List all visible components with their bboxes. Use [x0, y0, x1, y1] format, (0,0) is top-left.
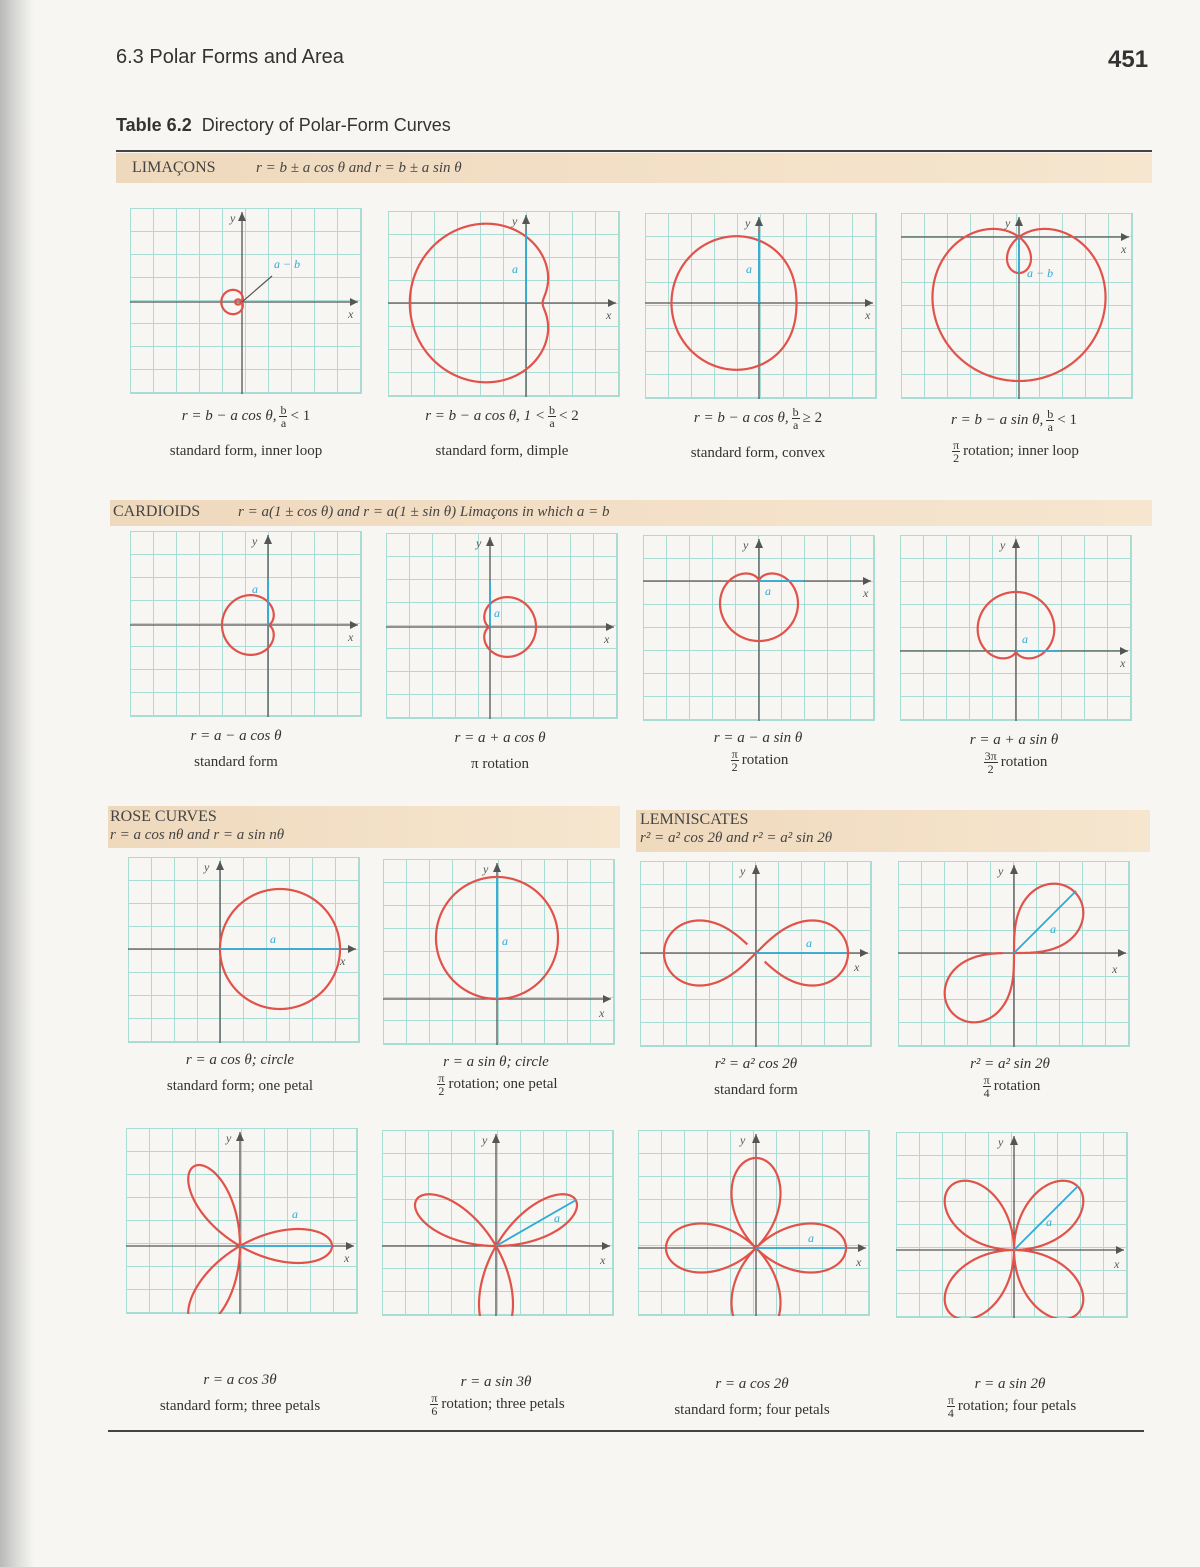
- plot-limacon-dimple: [388, 211, 620, 397]
- x-axis-label: x: [856, 1255, 862, 1269]
- segment-label: a: [1050, 922, 1056, 936]
- caption-cardioid-3: [638, 728, 878, 773]
- caption-equation: r = a − a sin θ: [713, 730, 803, 746]
- caption-equation: r = a − a cos θ: [190, 728, 282, 744]
- x-axis-arrow: [1121, 233, 1129, 241]
- caption-cardioid-2: [380, 728, 620, 774]
- fraction-numerator: π: [947, 1393, 954, 1407]
- caption-equation: r = a sin 2θ: [974, 1376, 1046, 1392]
- plot-rose-sin-circle: [383, 859, 615, 1045]
- rotation-fraction: [952, 439, 960, 464]
- caption-condition: ≥ 2: [802, 409, 823, 426]
- segment-label: a: [292, 1207, 298, 1221]
- x-axis-label: x: [348, 630, 354, 644]
- caption-limacon-sin-inner-loop: [894, 408, 1134, 464]
- measure-segment: [242, 276, 272, 302]
- x-axis-label: x: [1120, 656, 1126, 670]
- grid-lines: [130, 208, 362, 394]
- x-axis-arrow: [1118, 949, 1126, 957]
- caption-limacon-inner-loop: [126, 404, 366, 461]
- grid-lines: [901, 213, 1133, 399]
- caption-description: standard form, dimple: [435, 443, 569, 459]
- table-label: Table 6.2: [116, 115, 192, 135]
- x-axis-label: x: [348, 307, 354, 321]
- caption-description: standard form, convex: [690, 445, 826, 461]
- caption-limacon-convex: [638, 406, 878, 463]
- y-axis-label: y: [476, 536, 482, 550]
- plot-cardioid-2: [386, 533, 618, 719]
- caption-cardioid-1: [116, 726, 356, 772]
- y-axis-arrow: [216, 861, 224, 870]
- segment-label: a: [252, 582, 258, 596]
- y-axis-arrow: [755, 217, 763, 226]
- caption-description: rotation: [741, 751, 789, 768]
- caption-equation: r = b − a cos θ,: [181, 407, 277, 424]
- caption-condition: < 1: [1057, 411, 1077, 428]
- y-axis-label: y: [483, 862, 489, 876]
- y-axis-arrow: [238, 212, 246, 221]
- y-axis-label: y: [743, 538, 749, 552]
- x-axis-arrow: [860, 949, 868, 957]
- grid-lines: [382, 1130, 614, 1316]
- grid-lines: [130, 531, 362, 717]
- caption-equation: r² = a² sin 2θ: [970, 1056, 1050, 1072]
- fraction-numerator: b: [280, 403, 287, 417]
- y-axis-label: y: [745, 216, 751, 230]
- plot-cardioid-4: [900, 535, 1132, 721]
- caption-description: standard form; one petal: [166, 1078, 314, 1094]
- fraction: [279, 404, 287, 429]
- caption-description: rotation: [1000, 753, 1048, 770]
- y-axis-label: y: [998, 1135, 1004, 1149]
- grid-lines: [128, 857, 360, 1043]
- caption-equation: r = a cos 3θ: [203, 1372, 277, 1388]
- fraction-denominator: 2: [987, 762, 994, 776]
- y-axis-arrow: [522, 215, 530, 224]
- y-axis-label: y: [482, 1133, 488, 1147]
- y-axis-arrow: [264, 535, 272, 544]
- table-title-text: Directory of Polar-Form Curves: [201, 115, 451, 135]
- x-axis-label: x: [344, 1251, 350, 1265]
- plot-rose-cos-circle: [128, 857, 360, 1043]
- grid-lines: [383, 859, 615, 1045]
- caption-description: standard form: [714, 1082, 798, 1098]
- caption-description: rotation: [993, 1077, 1041, 1094]
- bottom-rule: [108, 1430, 1144, 1432]
- caption-equation: r = a sin θ; circle: [443, 1054, 549, 1070]
- segment-label: a: [746, 262, 752, 276]
- band-lemniscates-equation: r² = a² cos 2θ and r² = a² sin 2θ: [640, 830, 833, 846]
- x-axis-arrow: [1120, 647, 1128, 655]
- segment-label: a: [808, 1231, 814, 1245]
- fraction-denominator: 4: [947, 1406, 954, 1420]
- y-axis-arrow: [486, 537, 494, 546]
- caption-equation: r = a sin 3θ: [460, 1374, 532, 1390]
- x-axis-label: x: [865, 308, 871, 322]
- segment-label: a: [502, 934, 508, 948]
- caption-equation: r = a cos θ; circle: [185, 1052, 295, 1068]
- x-axis-label: x: [863, 586, 869, 600]
- y-axis-label: y: [226, 1131, 232, 1145]
- x-axis-label: x: [1114, 1257, 1120, 1271]
- segment-label: a − b: [274, 257, 301, 271]
- grid-lines: [896, 1132, 1128, 1318]
- grid-lines: [388, 211, 620, 397]
- caption-description: rotation; one petal: [448, 1075, 558, 1092]
- y-axis-label: y: [230, 211, 236, 225]
- band-rose-equation: r = a cos nθ and r = a sin nθ: [110, 827, 285, 843]
- segment-label: a − b: [1027, 266, 1054, 280]
- segment-label: a: [806, 936, 812, 950]
- page-edge-shadow: [0, 0, 34, 1567]
- top-rule: [116, 150, 1152, 152]
- y-axis-arrow: [492, 1134, 500, 1143]
- plot-rose-cos-3: [126, 1128, 358, 1314]
- fraction-numerator: π: [431, 1391, 438, 1405]
- caption-cardioid-4: [894, 730, 1134, 775]
- fraction-numerator: b: [549, 403, 556, 417]
- grid-lines: [126, 1128, 358, 1314]
- measure-segment: [1014, 891, 1076, 953]
- caption-description: standard form: [194, 754, 278, 770]
- band-cardioids-name: CARDIOIDS: [113, 503, 201, 520]
- x-axis-label: x: [606, 308, 612, 322]
- x-axis-arrow: [608, 299, 616, 307]
- caption-equation: r = b − a sin θ,: [951, 411, 1044, 428]
- fraction-denominator: a: [792, 418, 799, 432]
- caption-equation: r = a + a sin θ: [969, 732, 1059, 748]
- table-title: [116, 115, 451, 136]
- caption-condition: < 1: [290, 407, 311, 424]
- caption-rose-sin-circle: [376, 1052, 616, 1097]
- caption-lemniscate-cos: [636, 1054, 876, 1100]
- x-axis-arrow: [606, 623, 614, 631]
- caption-equation: r² = a² cos 2θ: [714, 1056, 798, 1072]
- caption-condition: < 2: [559, 407, 579, 424]
- caption-lemniscate-sin: [890, 1054, 1130, 1099]
- plot-rose-sin-2: [896, 1132, 1128, 1318]
- rotation-fraction: [983, 1074, 991, 1099]
- rotation-fraction: [430, 1392, 438, 1417]
- rotation-fraction: [947, 1394, 955, 1419]
- x-axis-arrow: [602, 1242, 610, 1250]
- y-axis-arrow: [755, 539, 763, 548]
- fraction-numerator: π: [731, 747, 738, 761]
- caption-equation: r = a cos 2θ: [715, 1376, 789, 1392]
- fraction-denominator: 2: [953, 451, 960, 465]
- caption-description: rotation; three petals: [441, 1395, 565, 1412]
- fraction-numerator: π: [438, 1071, 445, 1085]
- y-axis-arrow: [236, 1132, 244, 1141]
- grid-lines: [386, 533, 618, 719]
- x-axis-arrow: [348, 945, 356, 953]
- caption-rose-sin-2: [890, 1374, 1130, 1419]
- y-axis-label: y: [252, 534, 258, 548]
- x-axis-arrow: [603, 995, 611, 1003]
- caption-limacon-dimple: [382, 404, 622, 461]
- y-axis-arrow: [493, 863, 501, 872]
- fraction-numerator: π: [983, 1073, 990, 1087]
- caption-description: rotation; inner loop: [963, 442, 1079, 459]
- x-axis-label: x: [600, 1253, 606, 1267]
- segment-label: a: [494, 606, 500, 620]
- x-axis-arrow: [350, 621, 358, 629]
- x-axis-arrow: [350, 298, 358, 306]
- segment-label: a: [270, 932, 276, 946]
- rotation-fraction: [731, 748, 739, 773]
- page-number: 451: [1108, 46, 1149, 73]
- caption-rose-sin-3: [376, 1372, 616, 1417]
- x-axis-label: x: [599, 1006, 605, 1020]
- band-rose-name: ROSE CURVES: [110, 808, 217, 825]
- band-lemniscates-name: LEMNISCATES: [640, 811, 749, 828]
- fraction-numerator: b: [1047, 407, 1054, 421]
- y-axis-label: y: [1000, 538, 1006, 552]
- caption-rose-cos-circle: [120, 1050, 360, 1096]
- plot-rose-sin-3: [382, 1130, 614, 1316]
- x-axis-label: x: [1121, 242, 1127, 256]
- segment-label: a: [1046, 1215, 1052, 1229]
- x-axis-label: x: [1112, 962, 1118, 976]
- caption-description: standard form, inner loop: [169, 443, 323, 459]
- band-limacons-name: LIMAÇONS: [132, 159, 216, 176]
- y-axis-label: y: [740, 864, 746, 878]
- segment-label: a: [554, 1211, 560, 1225]
- plot-lemniscate-cos: [640, 861, 872, 1047]
- fraction: [792, 406, 800, 431]
- x-axis-label: x: [604, 632, 610, 646]
- y-axis-arrow: [1012, 539, 1020, 548]
- fraction-numerator: b: [792, 405, 799, 419]
- fraction-numerator: 3π: [984, 749, 997, 763]
- plot-rose-cos-2: [638, 1130, 870, 1316]
- x-axis-label: x: [854, 960, 860, 974]
- fraction-denominator: a: [1047, 420, 1053, 434]
- rotation-fraction: [984, 750, 998, 775]
- fraction-denominator: 4: [983, 1086, 990, 1100]
- y-axis-label: y: [1005, 216, 1011, 230]
- caption-equation: r = b − a cos θ, 1 <: [425, 407, 546, 424]
- caption-description: standard form; three petals: [159, 1398, 321, 1414]
- fraction-denominator: a: [280, 416, 287, 430]
- plot-limacon-convex: [645, 213, 877, 399]
- fraction-numerator: π: [953, 438, 960, 452]
- x-axis-arrow: [863, 577, 871, 585]
- caption-description: rotation; four petals: [957, 1397, 1077, 1414]
- plot-limacon-sin-inner-loop: [901, 213, 1133, 399]
- caption-description: standard form; four petals: [674, 1402, 830, 1418]
- x-axis-label: x: [340, 954, 346, 968]
- plot-cardioid-1: [130, 531, 362, 717]
- y-axis-label: y: [998, 864, 1004, 878]
- fraction-denominator: 2: [438, 1084, 445, 1098]
- y-axis-label: y: [512, 214, 518, 228]
- fraction: [1046, 408, 1054, 433]
- section-title: 6.3 Polar Forms and Area: [116, 46, 344, 68]
- caption-description: π rotation: [471, 756, 529, 772]
- caption-equation: r = b − a cos θ,: [693, 409, 789, 426]
- caption-equation: r = a + a cos θ: [454, 730, 546, 746]
- segment-label: a: [765, 584, 771, 598]
- caption-rose-cos-3: [120, 1370, 360, 1416]
- y-axis-arrow: [752, 865, 760, 874]
- fraction: [548, 404, 556, 429]
- segment-label: a: [1022, 632, 1028, 646]
- plot-limacon-inner-loop: [130, 208, 362, 394]
- band-cardioids-equation: r = a(1 ± cos θ) and r = a(1 ± sin θ) Limaçons in which a = b: [238, 504, 610, 520]
- band-limacons-equation: r = b ± a cos θ and r = b ± a sin θ: [256, 160, 462, 176]
- plot-lemniscate-sin: [898, 861, 1130, 1047]
- plot-cardioid-3: [643, 535, 875, 721]
- fraction-denominator: a: [549, 416, 555, 430]
- y-axis-label: y: [204, 860, 210, 874]
- y-axis-label: y: [740, 1133, 746, 1147]
- segment-label: a: [512, 262, 518, 276]
- caption-rose-cos-2: [632, 1374, 872, 1420]
- fraction-denominator: 2: [731, 760, 738, 774]
- fraction-denominator: 6: [431, 1404, 438, 1418]
- y-axis-arrow: [1010, 865, 1018, 874]
- rotation-fraction: [437, 1072, 445, 1097]
